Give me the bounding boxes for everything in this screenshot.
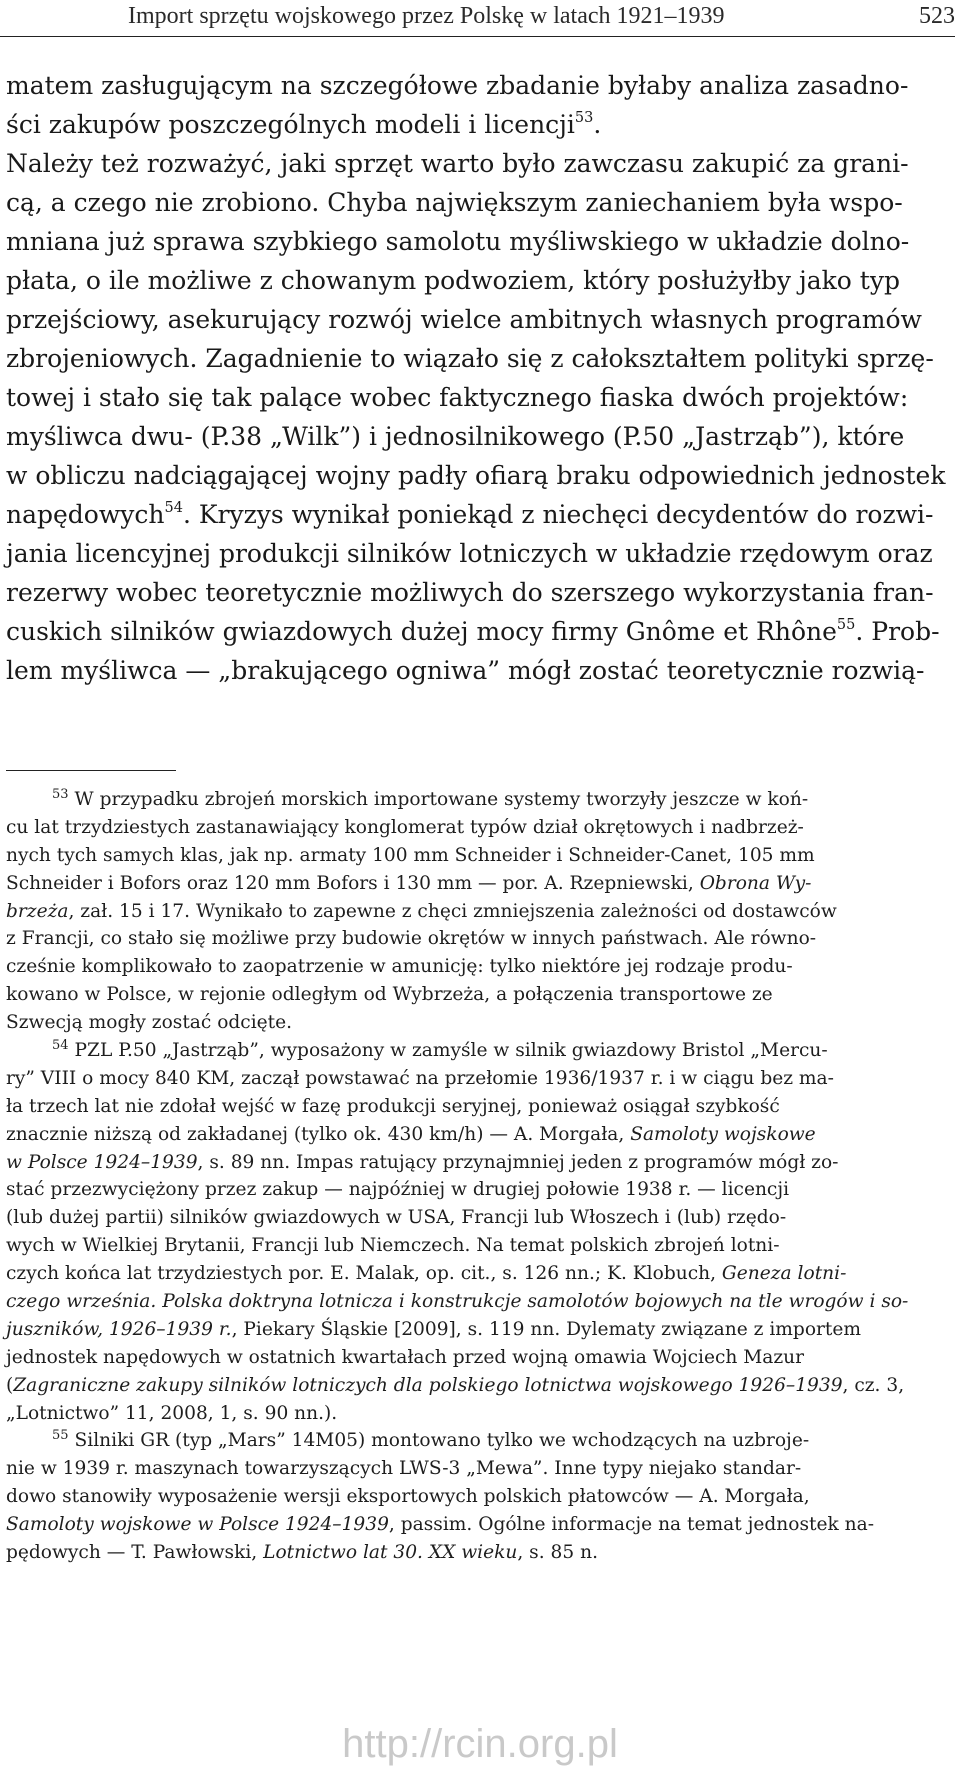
body-text-line [6, 66, 954, 105]
citation-title: brzeża [6, 900, 69, 922]
footnote-54-line: ła trzech lat nie zdołał wejść w fazę produkcji seryjnej, ponieważ osiągał szybkość [6, 1095, 780, 1117]
footnote-54-line [6, 1121, 954, 1149]
footnote-text: , zał. 15 i 17. Wynikało to zapewne z chęci zmniejszenia zależności od dostawców [68, 900, 837, 922]
footnote-text: ( [6, 1374, 14, 1396]
body-text-segment: napędowych [6, 500, 165, 529]
citation-title: Geneza lotni- [721, 1263, 847, 1285]
footnote-53-line [6, 898, 954, 926]
footnote-separator [6, 770, 176, 771]
footnote-53-line: nych tych samych klas, jak np. armaty 100 mm Schneider i Schneider-Canet, 105 mm [6, 844, 815, 866]
body-text-line [6, 144, 954, 183]
footnote-54-line [6, 1149, 954, 1177]
body-text-line [6, 612, 954, 651]
body-text-segment: płata, o ile możliwe z chowanym podwoziem, który posłużyłby jako typ [6, 266, 900, 295]
footnote-54-line: stać przezwyciężony przez zakup — najpóźniej w drugiej połowie 1938 r. — licencji [6, 1179, 790, 1201]
body-text-line [6, 534, 954, 573]
footnote-text: PZL P.50 „Jastrząb”, wyposażony w zamyśle w silnik gwiazdowy Bristol „Mercu- [74, 1040, 828, 1062]
footnotes [6, 786, 954, 1567]
footnote-53-line [6, 786, 954, 814]
page-number: 523 [919, 3, 955, 29]
footnote-text: , cz. 3, [842, 1374, 905, 1396]
body-text-segment: ści zakupów poszczególnych modeli i licencji [6, 110, 575, 139]
footnote-54-line: ry” VIII o mocy 840 KM, zaczął powstawać na przełomie 1936/1937 r. i w ciągu bez ma- [6, 1067, 834, 1089]
footnote-text: , passim. Ogólne informacje na temat jednostek na- [388, 1514, 875, 1536]
body-text-segment: cuskich silników gwiazdowych dużej mocy firmy Gnôme et Rhône [6, 617, 837, 646]
body-text-segment: cą, a czego nie zrobiono. Chyba największym zaniechaniem była wspo- [6, 188, 903, 217]
footnote-text: Silniki GR (typ „Mars” 14M05) montowano tylko we wchodzących na uzbroje- [74, 1430, 810, 1452]
body-text-line [6, 651, 954, 690]
body-text-segment: zbrojeniowych. Zagadnienie to wiązało się z całokształtem polityki sprzę- [6, 344, 934, 373]
body-text-segment: . Prob- [855, 617, 940, 646]
footnote-53-line: z Francji, co stało się możliwe przy budowie okrętów w innych państwach. Ale równo- [6, 928, 817, 950]
body-text-segment: towej i stało się tak palące wobec faktycznego fiaska dwóch projektów: [6, 383, 909, 412]
body-text-segment: . Kryzys wynikał poniekąd z niechęci decydentów do rozwi- [182, 500, 934, 529]
citation-title: Samoloty wojskowe [630, 1123, 816, 1145]
footnote-55-line [6, 1539, 954, 1567]
body-text-segment: rezerwy wobec teoretycznie możliwych do szerszego wykorzystania fran- [6, 578, 934, 607]
footnote-55-line: nie w 1939 r. maszynach towarzyszących LWS-3 „Mewa”. Inne typy niejako standar- [6, 1458, 802, 1480]
footnote-54-line [6, 1372, 954, 1400]
footnote-54-line [6, 1316, 954, 1344]
body-text-segment: Należy też rozważyć, jaki sprzęt warto było zawczasu zakupić za grani- [6, 149, 909, 178]
footnote-number: 53 [52, 786, 69, 802]
footnote-54-line: (lub dużej partii) silników gwiazdowych w USA, Francji lub Włoszech i (lub) rzędo- [6, 1207, 787, 1229]
footnote-54-line [6, 1037, 954, 1065]
header-rule [0, 36, 955, 37]
body-text-line [6, 105, 954, 144]
citation-title: w Polsce 1924–1939 [6, 1151, 198, 1173]
footnote-reference: 53 [574, 109, 594, 126]
body-text-line [6, 417, 954, 456]
footnote-53-line: cześnie komplikowało to zaopatrzenie w amunicję: tylko niektóre jej rodzaje produ- [6, 956, 793, 978]
body-text-line [6, 300, 954, 339]
footnote-text: znacznie niższą od zakładanej (tylko ok. 430 km/h) — A. Morgała, [6, 1123, 631, 1145]
citation-title: czego września. Polska doktryna lotnicza i konstrukcje samolotów bojowych na tle wrogów i so- [6, 1291, 909, 1313]
body-text-line [6, 495, 954, 534]
footnote-text: Schneider i Bofors oraz 120 mm Bofors i 130 mm — por. A. Rzepniewski, [6, 872, 700, 894]
footnote-53-line: cu lat trzydziestych zastanawiający konglomerat typów dział okrętowych i nadbrzeż- [6, 816, 804, 838]
body-text-segment: myśliwca dwu- (P.38 „Wilk”) i jednosilnikowego (P.50 „Jastrząb”), które [6, 422, 905, 451]
footnote-reference: 55 [836, 616, 856, 633]
footnote-reference: 54 [164, 499, 183, 516]
body-text-segment: mniana już sprawa szybkiego samolotu myśliwskiego w układzie dolno- [6, 227, 910, 256]
running-head [0, 0, 955, 40]
body-text-line [6, 339, 954, 378]
footnote-text: W przypadku zbrojeń morskich importowane systemy tworzyły jeszcze w koń- [74, 789, 809, 810]
body-text-segment: lem myśliwca — „brakującego ogniwa” mógł zostać teoretycznie rozwią- [6, 656, 925, 685]
body-text-line [6, 222, 954, 261]
body-text-segment: . [593, 110, 602, 139]
watermark-url: http://rcin.org.pl [342, 1722, 618, 1766]
citation-title: Lotnictwo lat 30. XX wieku [263, 1542, 518, 1564]
body-text-line [6, 183, 954, 222]
main-text [6, 66, 954, 690]
footnote-text: , s. 85 n. [517, 1542, 598, 1564]
footnote-54-line [6, 1288, 954, 1316]
footnote-text: pędowych — T. Pawłowski, [6, 1542, 264, 1564]
body-text-line [6, 378, 954, 417]
body-text-line [6, 573, 954, 612]
citation-title: Zagraniczne zakupy silników lotniczych dla polskiego lotnictwa wojskowego 1926–1939 [13, 1374, 843, 1396]
citation-title: juszników, 1926–1939 r. [6, 1318, 232, 1340]
body-text-segment: matem zasługującym na szczegółowe zbadanie byłaby analiza zasadno- [6, 71, 909, 100]
footnote-54-line [6, 1260, 954, 1288]
body-text-line [6, 456, 954, 495]
body-text-segment: w obliczu nadciągającej wojny padły ofiarą braku odpowiednich jednostek [6, 461, 946, 490]
body-text-segment: przejściowy, asekurujący rozwój wielce ambitnych własnych programów [6, 305, 922, 334]
footnote-number: 54 [52, 1037, 69, 1053]
footnote-54-line: wych w Wielkiej Brytanii, Francji lub Niemczech. Na temat polskich zbrojeń lotni- [6, 1235, 780, 1257]
footnote-53-line: Szwecją mogły zostać odcięte. [6, 1012, 293, 1034]
footnote-53-line: kowano w Polsce, w rejonie odległym od Wybrzeża, a połączenia transportowe ze [6, 984, 773, 1006]
footnote-text: czych końca lat trzydziestych por. E. Malak, op. cit., s. 126 nn.; K. Klobuch, [6, 1263, 722, 1285]
body-text-line [6, 261, 954, 300]
footnote-54-line: jednostek napędowych w ostatnich kwartałach przed wojną omawia Wojciech Mazur [6, 1346, 805, 1368]
footnote-text: , Piekary Śląskie [2009], s. 119 nn. Dylematy związane z importem [231, 1318, 862, 1340]
citation-title: Obrona Wy- [699, 872, 812, 894]
body-text-segment: jania licencyjnej produkcji silników lotniczych w układzie rzędowym oraz [6, 539, 933, 568]
footnote-55-line [6, 1427, 954, 1455]
running-head-title: Import sprzętu wojskowego przez Polskę w latach 1921–1939 [128, 3, 725, 29]
footnote-text: , s. 89 nn. Impas ratujący przynajmniej jeden z programów mógł zo- [197, 1151, 839, 1173]
footnote-55-line: dowo stanowiły wyposażenie wersji eksportowych polskich płatowców — A. Morgała, [6, 1486, 810, 1508]
footnote-number: 55 [52, 1428, 69, 1444]
footnote-54-line: „Lotnictwo” 11, 2008, 1, s. 90 nn.). [6, 1402, 338, 1424]
citation-title: Samoloty wojskowe w Polsce 1924–1939 [6, 1514, 389, 1536]
footnote-55-line [6, 1511, 954, 1539]
footnote-53-line [6, 870, 954, 898]
